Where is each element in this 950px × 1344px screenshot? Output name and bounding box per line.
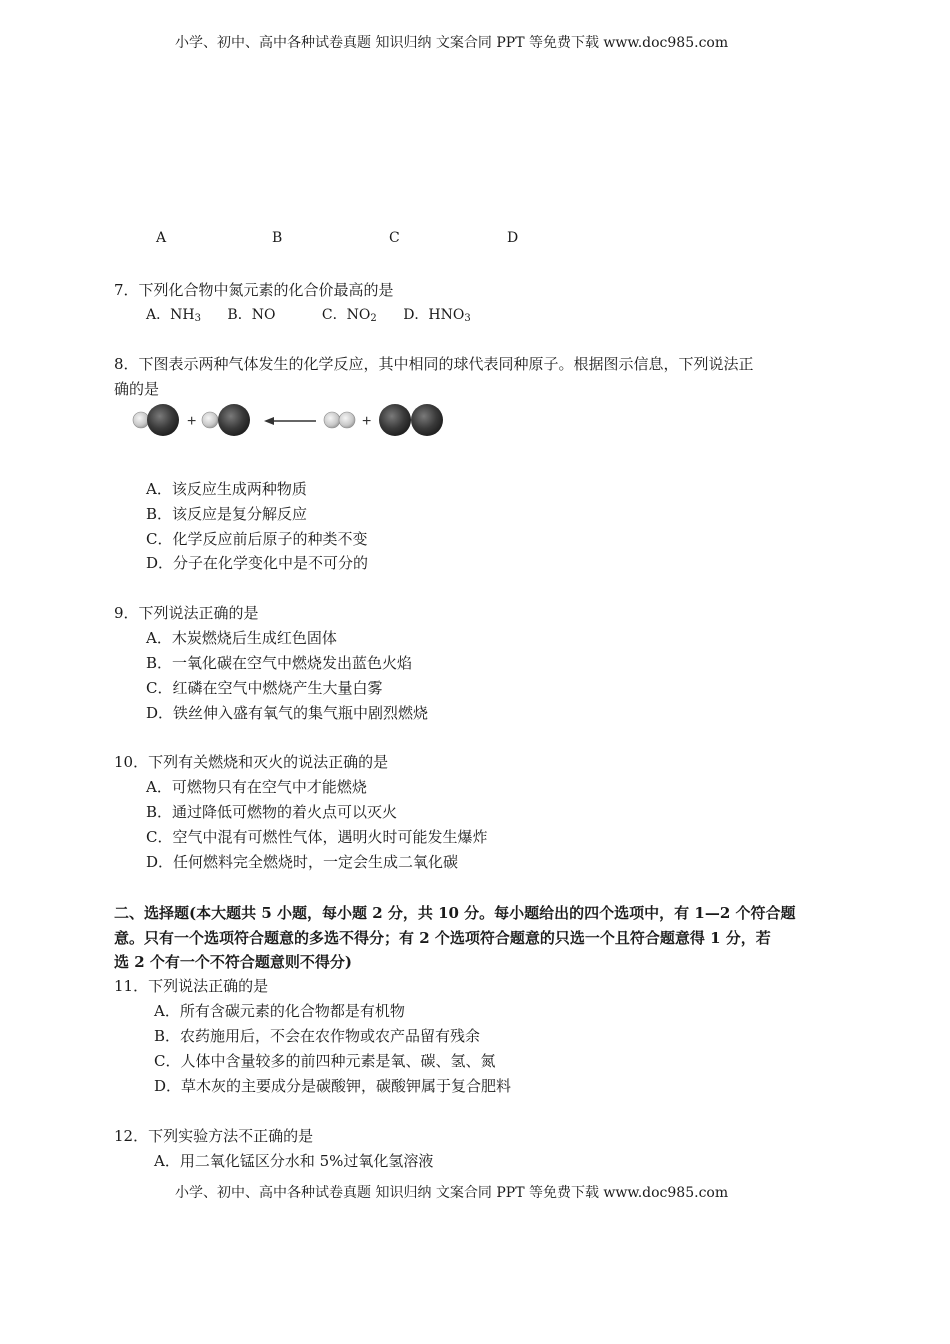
q10-option-b: B．通过降低可燃物的着火点可以灭火	[146, 803, 398, 821]
q12-option-a: A．用二氧化锰区分水和 5%过氧化氢溶液	[154, 1152, 434, 1170]
q8-option-b: B．该反应是复分解反应	[146, 505, 308, 523]
question-10-stem: 10．下列有关燃烧和灭火的说法正确的是	[114, 753, 389, 771]
q9-option-a: A．木炭燃烧后生成红色固体	[146, 629, 337, 647]
q10-option-a: A．可燃物只有在空气中才能燃烧	[146, 778, 367, 796]
figure-label-c: C	[389, 230, 400, 246]
question-7-options	[146, 304, 493, 324]
reaction-diagram	[124, 396, 464, 448]
q9-option-c: C．红磷在空气中燃烧产生大量白雾	[146, 679, 383, 697]
q11-option-b: B．农药施用后，不会在农作物或农产品留有残余	[154, 1027, 481, 1045]
q9-option-d: D．铁丝伸入盛有氧气的集气瓶中剧烈燃烧	[146, 704, 429, 722]
page-header: 小学、初中、高中各种试卷真题 知识归纳 文案合同 PPT 等免费下载 www.doc985.com	[175, 35, 729, 51]
q11-option-c: C．人体中含量较多的前四种元素是氧、碳、氢、氮	[154, 1052, 496, 1070]
q9-option-b: B．一氧化碳在空气中燃烧发出蓝色火焰	[146, 654, 413, 672]
reactant-molecule-2	[379, 404, 443, 436]
plus-sign-1: +	[187, 413, 197, 430]
reactant-molecule-1	[324, 412, 355, 428]
question-12-stem: 12．下列实验方法不正确的是	[114, 1127, 314, 1145]
figure-label-a: A	[156, 230, 167, 246]
question-8-stem-line2: 确的是	[114, 380, 160, 398]
plus-sign-2: +	[362, 413, 372, 430]
q8-option-c: C．化学反应前后原子的种类不变	[146, 530, 368, 548]
q7-option-d: D．$HNO_3$	[403, 307, 471, 324]
q8-option-d: D．分子在化学变化中是不可分的	[146, 554, 369, 572]
q10-option-c: C．空气中混有可燃性气体，遇明火时可能发生爆炸	[146, 828, 488, 846]
question-7-stem: 7．下列化合物中氮元素的化合价最高的是	[114, 281, 394, 299]
q11-option-d: D．草木灰的主要成分是碳酸钾，碳酸钾属于复合肥料	[154, 1077, 512, 1095]
figure-label-d: D	[507, 230, 519, 246]
q8-option-a: A．该反应生成两种物质	[146, 480, 307, 498]
section-2-heading-line1: 二、选择题(本大题共 5 小题，每小题 2 分，共 10 分。每小题给出的四个选项中，有 1—2 个符合题	[114, 904, 796, 922]
q7-option-b: B．NO	[227, 307, 276, 323]
page-footer: 小学、初中、高中各种试卷真题 知识归纳 文案合同 PPT 等免费下载 www.doc985.com	[175, 1185, 729, 1201]
section-2-heading-line2: 意。只有一个选项符合题意的多选不得分；有 2 个选项符合题意的只选一个且符合题意得 1 分，若	[114, 929, 771, 947]
question-8-stem-line1: 8．下图表示两种气体发生的化学反应，其中相同的球代表同种原子。根据图示信息，下列说法正	[114, 355, 754, 373]
figure-label-b: B	[272, 230, 283, 246]
question-11-stem: 11．下列说法正确的是	[114, 977, 269, 995]
q7-option-c: C．$NO_2$	[321, 307, 377, 324]
reaction-arrow	[264, 417, 316, 425]
q7-option-a: A．$NH_3$	[146, 307, 201, 324]
q11-option-a: A．所有含碳元素的化合物都是有机物	[154, 1002, 405, 1020]
question-9-stem: 9．下列说法正确的是	[114, 604, 259, 622]
q10-option-d: D．任何燃料完全燃烧时，一定会生成二氧化碳	[146, 853, 459, 871]
product-molecule-2	[202, 404, 250, 436]
product-molecule-1	[133, 404, 179, 436]
section-2-heading-line3: 选 2 个有一个不符合题意则不得分)	[114, 953, 352, 971]
